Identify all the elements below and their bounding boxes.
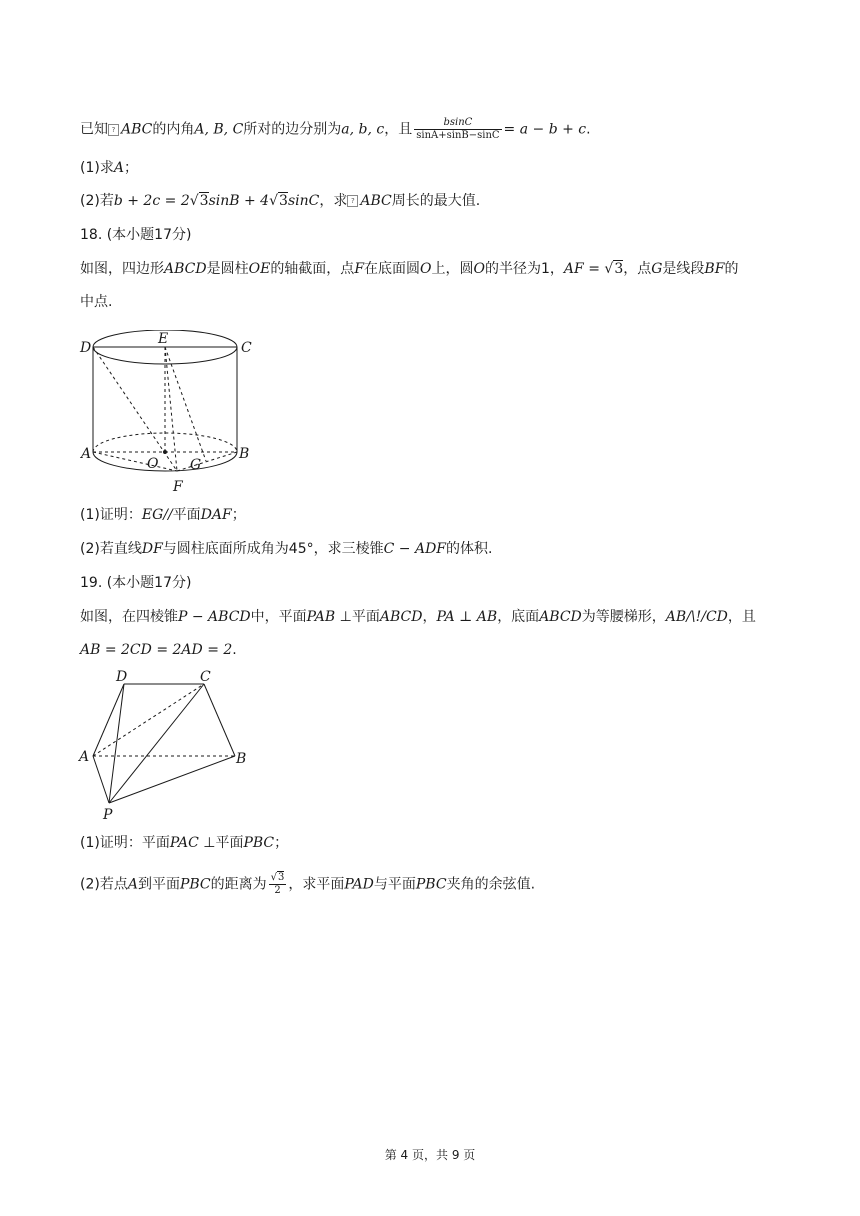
- q19-part1: (1)证明：平面PAC ⊥平面PBC；: [80, 835, 289, 851]
- fig19-label-P: P: [103, 807, 113, 823]
- fig19-label-A: A: [79, 749, 90, 765]
- q18-statement-line2: 中点.: [80, 294, 113, 310]
- q19-statement-line2: AB = 2CD = 2AD = 2.: [80, 642, 237, 658]
- q18-statement-line1: 如图，四边形ABCD是圆柱OE的轴截面，点F在底面圆O上，圆O的半径为1，AF = √3，点G是线段BF的: [80, 261, 739, 277]
- fig18-label-C: C: [241, 340, 252, 356]
- fig18-label-E: E: [158, 331, 169, 347]
- q19-fraction: $\frac{√3}{2}$: [270, 872, 285, 896]
- q17-intro: 已知 ? ABC的内角A, B, C所对的边分别为a, b, c，且 $\frac{bsinC}{\sin A+\sin B-\sin C}$ = a − b + c.: [80, 117, 591, 141]
- q19-statement-line1: 如图，在四棱锥P − ABCD中，平面PAB ⊥平面ABCD，PA ⊥ AB，底面ABCD为等腰梯形，AB/\!/CD，且: [80, 609, 756, 625]
- fig19-label-B: B: [236, 751, 247, 767]
- q17-part2: (2)若b + 2c = 2√3sinB + 4√3sinC，求 ? ABC周长的最大值.: [80, 193, 481, 209]
- q19-header: 19. (本小题17分): [80, 575, 192, 591]
- q18-header: 18. (本小题17分): [80, 227, 192, 243]
- page-footer: 第 4 页，共 9 页: [384, 1148, 476, 1162]
- q18-part1: (1)证明：EG//平面DAF；: [80, 507, 246, 523]
- fig18-label-G: G: [190, 457, 202, 473]
- q18-part2: (2)若直线DF与圆柱底面所成角为45°，求三棱锥C − ADF的体积.: [80, 541, 493, 557]
- fig18-label-D: D: [80, 340, 92, 356]
- q18-cylinder-figure: [78, 330, 258, 500]
- fig18-label-B: B: [239, 446, 250, 462]
- fig19-label-D: D: [116, 669, 128, 685]
- missing-glyph-icon: ?: [347, 195, 358, 207]
- fig18-label-O: O: [147, 456, 159, 472]
- q19-pyramid-figure: [76, 666, 256, 824]
- q19-part2: (2)若点A到平面PBC的距离为 $\frac{√3}{2}$ ，求平面PAD与平面PBC夹角的余弦值.: [80, 872, 536, 896]
- q17-fraction: $\frac{bsinC}{\sin A+\sin B-\sin C}$: [416, 117, 500, 141]
- fig19-label-C: C: [200, 669, 211, 685]
- fig18-label-A: A: [81, 446, 92, 462]
- q17-part1: (1)求A；: [80, 160, 138, 176]
- missing-glyph-icon: ?: [108, 124, 119, 136]
- fig18-label-F: F: [173, 479, 183, 495]
